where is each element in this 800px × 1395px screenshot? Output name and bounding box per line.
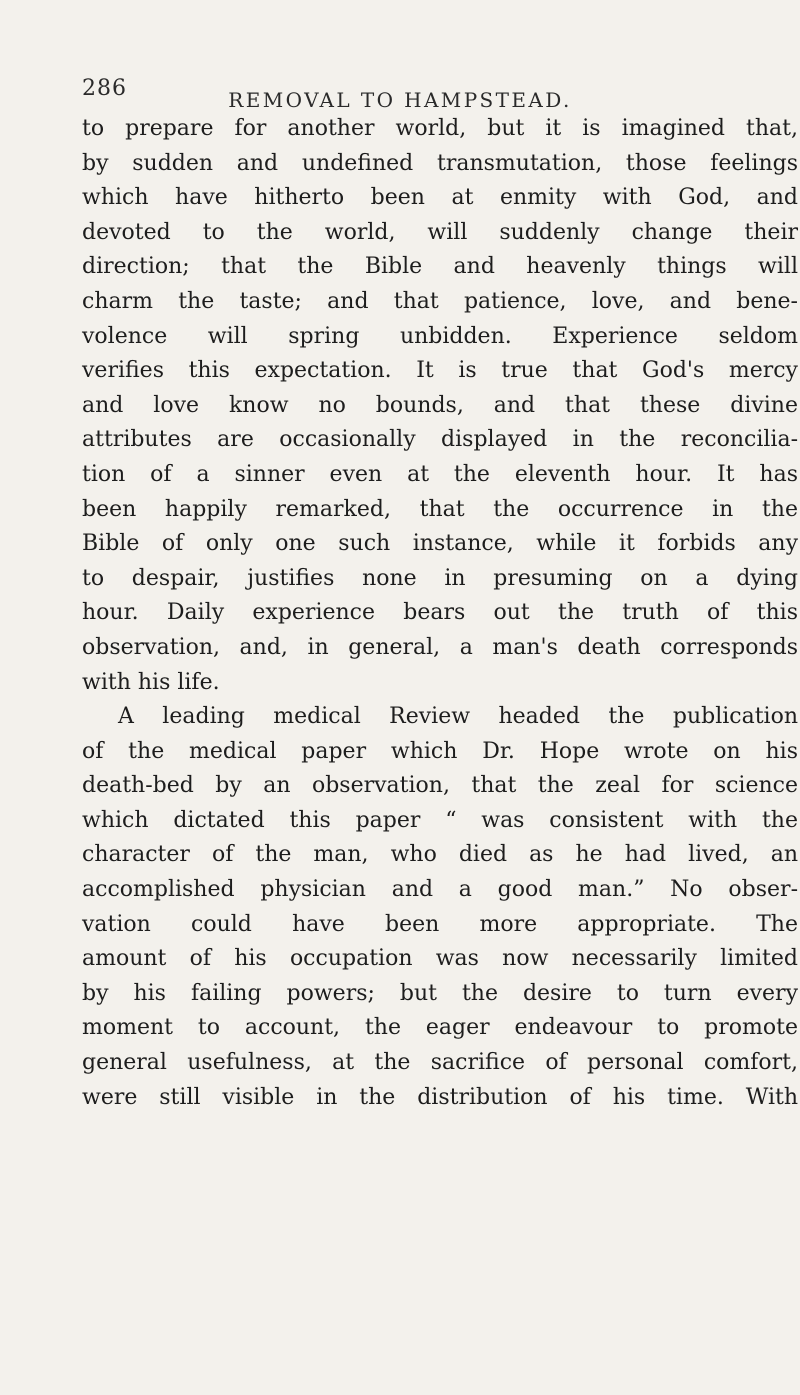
page-number: 286	[82, 76, 127, 101]
text-line: which dictated this paper “ was consistent with the	[82, 807, 798, 833]
text-line: to despair, justifies none in presuming on a dying	[82, 565, 798, 591]
text-line: accomplished physician and a good man.” No obser-	[82, 877, 798, 903]
text-line: Bible of only one such instance, while it forbids any	[82, 531, 798, 557]
running-head: REMOVAL TO HAMPSTEAD.	[228, 88, 572, 112]
text-line: been happily remarked, that the occurrence in the	[82, 496, 798, 522]
text-line: charm the taste; and that patience, love, and bene-	[82, 288, 798, 314]
body-text	[82, 112, 798, 1115]
text-line: tion of a sinner even at the eleventh hour. It has	[82, 461, 798, 487]
text-line: character of the man, who died as he had lived, an	[82, 842, 798, 868]
paragraph-end-line: with his life.	[82, 669, 220, 695]
text-line: moment to account, the eager endeavour to promote	[82, 1015, 798, 1041]
paragraph-start-line: A leading medical Review headed the publication	[118, 704, 798, 730]
text-line: which have hitherto been at enmity with God, and	[82, 185, 798, 211]
text-line: volence will spring unbidden. Experience seldom	[82, 323, 798, 349]
text-line: by sudden and undefined transmutation, those feelings	[82, 150, 798, 176]
text-line: hour. Daily experience bears out the truth of this	[82, 600, 798, 626]
text-line: observation, and, in general, a man's death corresponds	[82, 634, 798, 660]
text-line: general usefulness, at the sacrifice of personal comfort,	[82, 1050, 798, 1076]
text-line: of the medical paper which Dr. Hope wrote on his	[82, 738, 798, 764]
text-line: death-bed by an observation, that the zeal for science	[82, 773, 798, 799]
text-line: devoted to the world, will suddenly change their	[82, 219, 798, 245]
text-line: attributes are occasionally displayed in the reconcilia-	[82, 427, 798, 453]
text-line: and love know no bounds, and that these divine	[82, 392, 798, 418]
text-line: by his failing powers; but the desire to turn every	[82, 980, 798, 1006]
text-line: amount of his occupation was now necessarily limited	[82, 946, 798, 972]
text-line: to prepare for another world, but it is imagined that,	[82, 116, 798, 141]
text-line: vation could have been more appropriate. The	[82, 911, 798, 937]
text-line: direction; that the Bible and heavenly things will	[82, 254, 798, 280]
text-line: were still visible in the distribution of his time. With	[82, 1084, 798, 1110]
text-line: verifies this expectation. It is true that God's mercy	[82, 358, 798, 384]
